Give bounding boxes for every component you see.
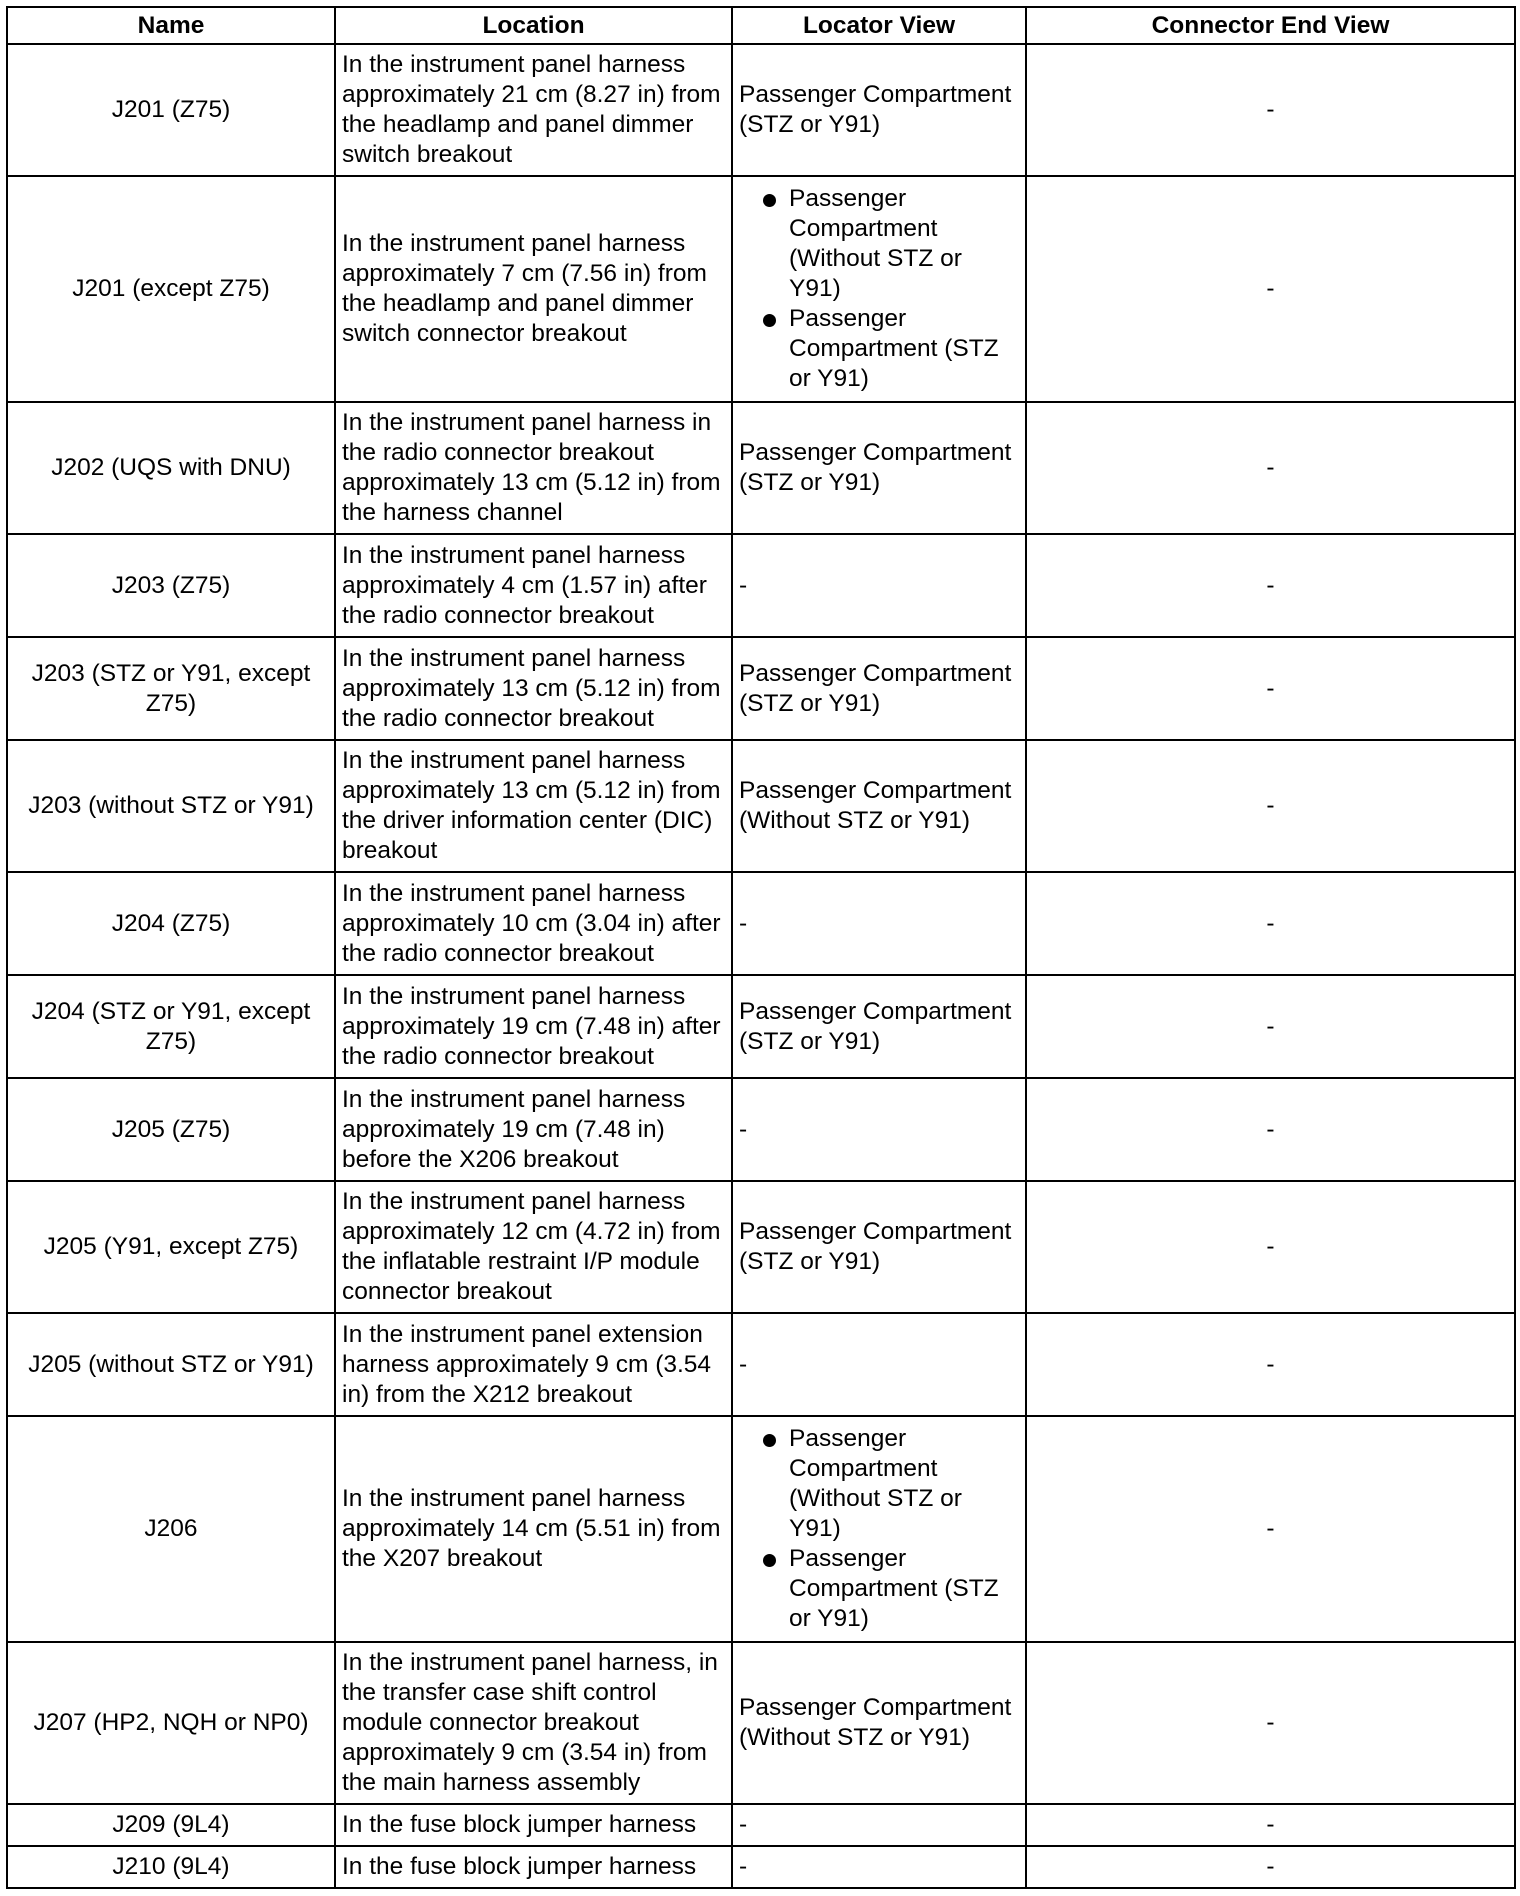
cell-connector-end-view: - — [1026, 1181, 1515, 1313]
cell-location: In the instrument panel extension harness approximately 9 cm (3.54 in) from the X212 breakout — [335, 1313, 732, 1416]
cell-connector-end-view: - — [1026, 402, 1515, 534]
cell-location: In the instrument panel harness in the radio connector breakout approximately 13 cm (5.12 in) from the harness channel — [335, 402, 732, 534]
table-row — [7, 1642, 1515, 1804]
list-item: Passenger Compartment (Without STZ or Y91) — [739, 1424, 1019, 1544]
header-row — [7, 7, 1515, 44]
cell-locator-view — [732, 1416, 1026, 1642]
cell-name: J206 — [7, 1416, 335, 1642]
cell-location: In the instrument panel harness approximately 19 cm (7.48 in) after the radio connector breakout — [335, 975, 732, 1078]
cell-connector-end-view: - — [1026, 1416, 1515, 1642]
cell-name: J205 (without STZ or Y91) — [7, 1313, 335, 1416]
cell-location: In the instrument panel harness approximately 4 cm (1.57 in) after the radio connector breakout — [335, 534, 732, 637]
cell-location: In the fuse block jumper harness — [335, 1846, 732, 1888]
cell-location: In the fuse block jumper harness — [335, 1804, 732, 1846]
cell-connector-end-view: - — [1026, 740, 1515, 872]
table-row — [7, 1313, 1515, 1416]
splice-locations-table — [6, 6, 1516, 1889]
cell-locator-view: - — [732, 872, 1026, 975]
cell-locator-view: Passenger Compartment (Without STZ or Y91) — [732, 1642, 1026, 1804]
cell-locator-view: Passenger Compartment (STZ or Y91) — [732, 975, 1026, 1078]
locator-bullet-list — [739, 184, 1019, 394]
table-row — [7, 740, 1515, 872]
cell-location: In the instrument panel harness approximately 14 cm (5.51 in) from the X207 breakout — [335, 1416, 732, 1642]
table-row — [7, 1181, 1515, 1313]
cell-locator-view: - — [732, 1846, 1026, 1888]
cell-name: J205 (Y91, except Z75) — [7, 1181, 335, 1313]
table-row — [7, 637, 1515, 740]
cell-name: J203 (Z75) — [7, 534, 335, 637]
cell-locator-view: Passenger Compartment (STZ or Y91) — [732, 402, 1026, 534]
cell-location: In the instrument panel harness approximately 12 cm (4.72 in) from the inflatable restraint I/P module connector breakout — [335, 1181, 732, 1313]
header-connector-end-view: Connector End View — [1026, 7, 1515, 44]
cell-name: J207 (HP2, NQH or NP0) — [7, 1642, 335, 1804]
cell-locator-view: Passenger Compartment (STZ or Y91) — [732, 1181, 1026, 1313]
cell-locator-view: - — [732, 1804, 1026, 1846]
cell-location: In the instrument panel harness approximately 21 cm (8.27 in) from the headlamp and panel dimmer switch breakout — [335, 44, 732, 176]
cell-locator-view — [732, 176, 1026, 402]
cell-locator-view: Passenger Compartment (Without STZ or Y91) — [732, 740, 1026, 872]
cell-connector-end-view: - — [1026, 872, 1515, 975]
cell-name: J201 (Z75) — [7, 44, 335, 176]
cell-connector-end-view: - — [1026, 1804, 1515, 1846]
cell-locator-view: Passenger Compartment (STZ or Y91) — [732, 637, 1026, 740]
header-name: Name — [7, 7, 335, 44]
header-location: Location — [335, 7, 732, 44]
table-row — [7, 975, 1515, 1078]
cell-location: In the instrument panel harness approximately 13 cm (5.12 in) from the radio connector breakout — [335, 637, 732, 740]
cell-locator-view: - — [732, 1078, 1026, 1181]
cell-name: J201 (except Z75) — [7, 176, 335, 402]
table-row — [7, 534, 1515, 637]
table-row — [7, 1416, 1515, 1642]
cell-name: J203 (STZ or Y91, except Z75) — [7, 637, 335, 740]
table-row — [7, 1078, 1515, 1181]
cell-connector-end-view: - — [1026, 176, 1515, 402]
cell-location: In the instrument panel harness, in the transfer case shift control module connector breakout approximately 9 cm (3.54 in) from the main harness assembly — [335, 1642, 732, 1804]
cell-location: In the instrument panel harness approximately 13 cm (5.12 in) from the driver information center (DIC) breakout — [335, 740, 732, 872]
table-row — [7, 1846, 1515, 1888]
cell-name: J204 (STZ or Y91, except Z75) — [7, 975, 335, 1078]
cell-locator-view: Passenger Compartment (STZ or Y91) — [732, 44, 1026, 176]
cell-connector-end-view: - — [1026, 44, 1515, 176]
cell-location: In the instrument panel harness approximately 7 cm (7.56 in) from the headlamp and panel dimmer switch connector breakout — [335, 176, 732, 402]
cell-connector-end-view: - — [1026, 534, 1515, 637]
cell-connector-end-view: - — [1026, 1642, 1515, 1804]
cell-locator-view: - — [732, 1313, 1026, 1416]
list-item: Passenger Compartment (STZ or Y91) — [739, 1544, 1019, 1634]
table-row — [7, 44, 1515, 176]
cell-name: J203 (without STZ or Y91) — [7, 740, 335, 872]
list-item: Passenger Compartment (Without STZ or Y91) — [739, 184, 1019, 304]
cell-connector-end-view: - — [1026, 1313, 1515, 1416]
cell-connector-end-view: - — [1026, 1078, 1515, 1181]
cell-name: J209 (9L4) — [7, 1804, 335, 1846]
table-row — [7, 872, 1515, 975]
cell-location: In the instrument panel harness approximately 19 cm (7.48 in) before the X206 breakout — [335, 1078, 732, 1181]
list-item: Passenger Compartment (STZ or Y91) — [739, 304, 1019, 394]
locator-bullet-list — [739, 1424, 1019, 1634]
cell-name: J205 (Z75) — [7, 1078, 335, 1181]
cell-name: J210 (9L4) — [7, 1846, 335, 1888]
cell-connector-end-view: - — [1026, 1846, 1515, 1888]
table-row — [7, 402, 1515, 534]
table-row — [7, 1804, 1515, 1846]
cell-name: J202 (UQS with DNU) — [7, 402, 335, 534]
cell-connector-end-view: - — [1026, 637, 1515, 740]
splice-locations-table-wrapper — [6, 6, 1514, 1889]
cell-name: J204 (Z75) — [7, 872, 335, 975]
cell-connector-end-view: - — [1026, 975, 1515, 1078]
table-row — [7, 176, 1515, 402]
header-locator-view: Locator View — [732, 7, 1026, 44]
cell-location: In the instrument panel harness approximately 10 cm (3.04 in) after the radio connector breakout — [335, 872, 732, 975]
cell-locator-view: - — [732, 534, 1026, 637]
